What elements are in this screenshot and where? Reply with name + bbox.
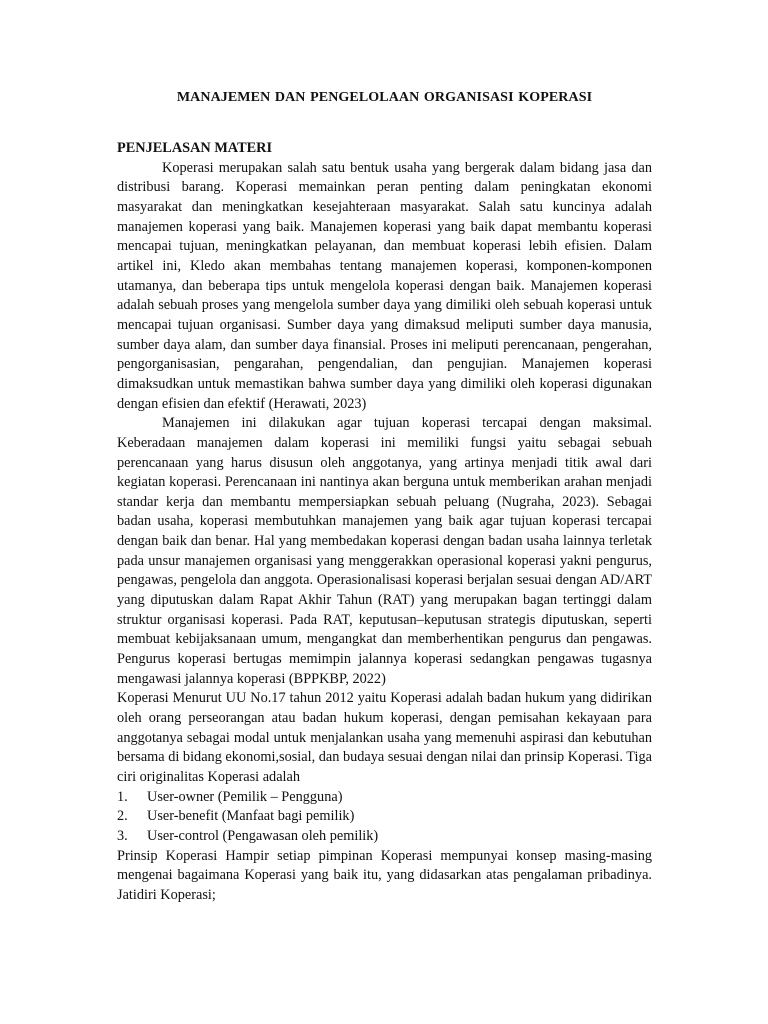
list-item-text: User-benefit (Manfaat bagi pemilik) xyxy=(147,808,355,825)
section-heading: PENJELASAN MATERI xyxy=(117,140,273,156)
paragraph-3: Koperasi Menurut UU No.17 tahun 2012 yaitu Koperasi adalah badan hukum yang didirikan oleh orang perseorangan atau badan hukum koperasi, dengan pemisahan kekayaan para anggotanya sebagai modal untuk menjalankan usaha yang memenuhi aspirasi dan kebutuhan bersama di bidang ekonomi,sosial, dan budaya sesuai dengan nilai dan prinsip Koperasi. Tiga ciri originalitas Koperasi adalah xyxy=(117,690,652,785)
list-item xyxy=(117,807,652,827)
list-item-number: 2. xyxy=(117,808,128,825)
list-item-text: User-control (Pengawasan oleh pemilik) xyxy=(147,827,379,844)
list-item xyxy=(117,788,652,808)
paragraph-1: Koperasi merupakan salah satu bentuk usaha yang bergerak dalam bidang jasa dan distribusi barang. Koperasi memainkan peran penting dalam peningkatan ekonomi masyarakat dan meningkatkan kesejahteraan masyarakat. Salah satu kuncinya adalah manajemen koperasi yang baik. Manajemen koperasi yang baik dapat membantu koperasi mencapai tujuan, meningkatkan pelayanan, dan membuat koperasi lebih efisien. Dalam artikel ini, Kledo akan membahas tentang manajemen koperasi, komponen-komponen utamanya, dan beberapa tips untuk mengelola koperasi dengan baik. Manajemen koperasi adalah sebuah proses yang mengelola sumber daya yang dimiliki oleh sebuah koperasi untuk mencapai tujuan organisasi. Sumber daya yang dimaksud meliputi sumber daya manusia, sumber daya alam, dan sumber daya finansial. Proses ini meliputi perencanaan, pengerahan, pengorganisasian, pengarahan, pengendalian, dan pengujian. Manajemen koperasi dimaksudkan untuk memastikan bahwa sumber daya yang dimiliki oleh koperasi digunakan dengan efisien dan efektif (Herawati, 2023) xyxy=(117,159,652,412)
list-item-number: 3. xyxy=(117,827,128,844)
list-item xyxy=(117,827,652,847)
list-item-number: 1. xyxy=(117,788,128,805)
originality-list xyxy=(117,788,652,847)
closing-paragraph: Prinsip Koperasi Hampir setiap pimpinan Koperasi mempunyai konsep masing-masing mengenai bagaimana Koperasi yang baik itu, yang didasarkan atas pengalaman pribadinya. Jatidiri Koperasi; xyxy=(117,847,652,903)
document-body xyxy=(117,139,652,906)
paragraph-2: Manajemen ini dilakukan agar tujuan koperasi tercapai dengan maksimal. Keberadaan manajemen dalam koperasi ini memiliki fungsi yaitu sebagai sebuah perencanaan yang harus disusun oleh anggotanya, yang artinya menjadi titik awal dari kegiatan koperasi. Perencanaan ini nantinya akan berguna untuk memberikan arahan menjadi standar kerja dan membantu mempersiapkan sebuah peluang (Nugraha, 2023). Sebagai badan usaha, koperasi membutuhkan manajemen yang baik agar tujuan koperasi tercapai dengan baik dan benar. Hal yang membedakan koperasi dengan badan usaha lainnya terletak pada unsur manajemen organisasi yang menggerakkan operasional koperasi yakni pengurus, pengawas, pengelola dan anggota. Operasionalisasi koperasi berjalan sesuai dengan AD/ART yang diputuskan dalam Rapat Akhir Tahun (RAT) yang merupakan bagan tertinggi dalam struktur organisasi koperasi. Pada RAT, keputusan–keputusan strategis diputuskan, seperti membuat kebijaksanaan umum, mengangkat dan memberhentikan pengurus dan pengawas. Pengurus koperasi bertugas memimpin jalannya koperasi sedangkan pengawas tugasnya mengawasi jalannya koperasi (BPPKBP, 2022) xyxy=(117,415,652,687)
list-item-text: User-owner (Pemilik – Pengguna) xyxy=(147,788,343,805)
document-title: MANAJEMEN DAN PENGELOLAAN ORGANISASI KOPERASI xyxy=(176,90,593,105)
